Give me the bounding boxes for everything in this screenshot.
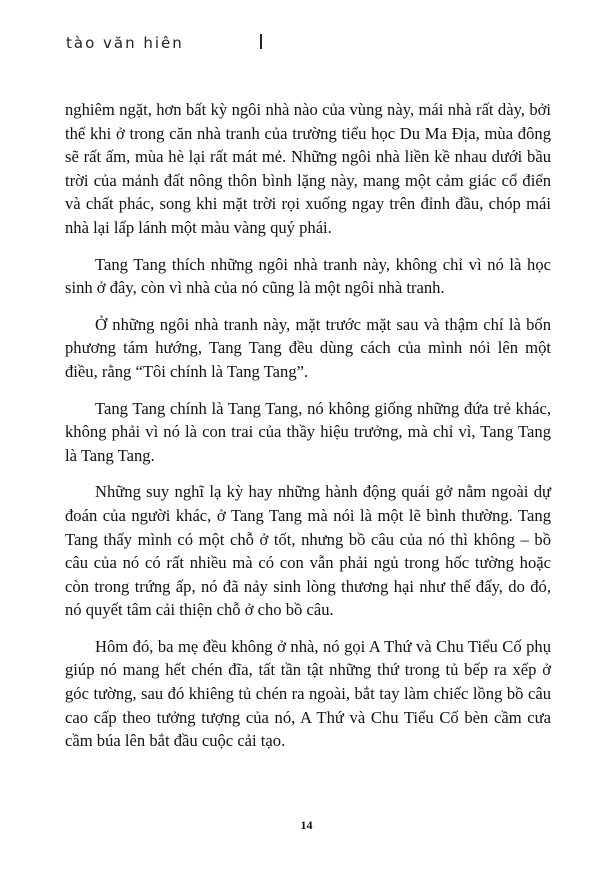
paragraph-5: Những suy nghĩ lạ kỳ hay những hành động quái gở nằm ngoài dự đoán của người khác, ở Tang Tang mà nói là một lẽ bình thường. Tang Tang thấy mình có một chỗ ở tốt, nhưng bồ câu của nó thì không – bồ câu của nó có rất nhiều mà có con vẫn phải ngủ trong hốc tường hoặc còn trong trứng ấp, nó đã nảy sinh lòng thương hại như thế đấy, do đó, nó quyết tâm cải thiện chỗ ở cho bồ câu. [65,482,551,620]
running-head: tào văn hiên [66,34,184,52]
paragraph-1: nghiêm ngặt, hơn bất kỳ ngôi nhà nào của vùng này, mái nhà rất dày, bởi thế khi ở trong căn nhà tranh của trường tiểu học Du Ma Địa, mùa đông sẽ rất ấm, mùa hè lại rất mát mẻ. Những ngôi nhà liền kề nhau dưới bầu trời của mảnh đất nông thôn bình lặng này, mang một cảm giác cổ điển và chất phác, song khi mặt trời rọi xuống ngay trên đỉnh đầu, chóp mái nhà lại lấp lánh một màu vàng quý phái. [65,100,551,237]
paragraph-4: Tang Tang chính là Tang Tang, nó không giống những đứa trẻ khác, không phải vì nó là con trai của thầy hiệu trưởng, mà chỉ vì, Tang Tang là Tang Tang. [65,398,551,465]
body-text [65,98,551,766]
running-head-rule [260,34,262,49]
paragraph-6: Hôm đó, ba mẹ đều không ở nhà, nó gọi A Thứ và Chu Tiểu Cố phụ giúp nó mang hết chén đĩa, tất tần tật những thứ trong tủ bếp ra xếp ở góc tường, sau đó khiêng tủ chén ra ngoài, bắt tay làm chiếc lồng bồ câu cao cấp theo tưởng tượng của nó, A Thứ và Chu Tiểu Cố bèn cầm cưa cầm búa lên bắt đầu cuộc cải tạo. [65,636,551,751]
page-number: 14 [300,818,313,832]
paragraph-3: Ở những ngôi nhà tranh này, mặt trước mặt sau và thậm chí là bốn phương tám hướng, Tang Tang đều dùng cách của mình nói lên một điều, rằng “Tôi chính là Tang Tang”. [65,314,551,381]
paragraph-2: Tang Tang thích những ngôi nhà tranh này, không chỉ vì nó là học sinh ở đây, còn vì nhà của nó cũng là một ngôi nhà tranh. [65,254,551,298]
